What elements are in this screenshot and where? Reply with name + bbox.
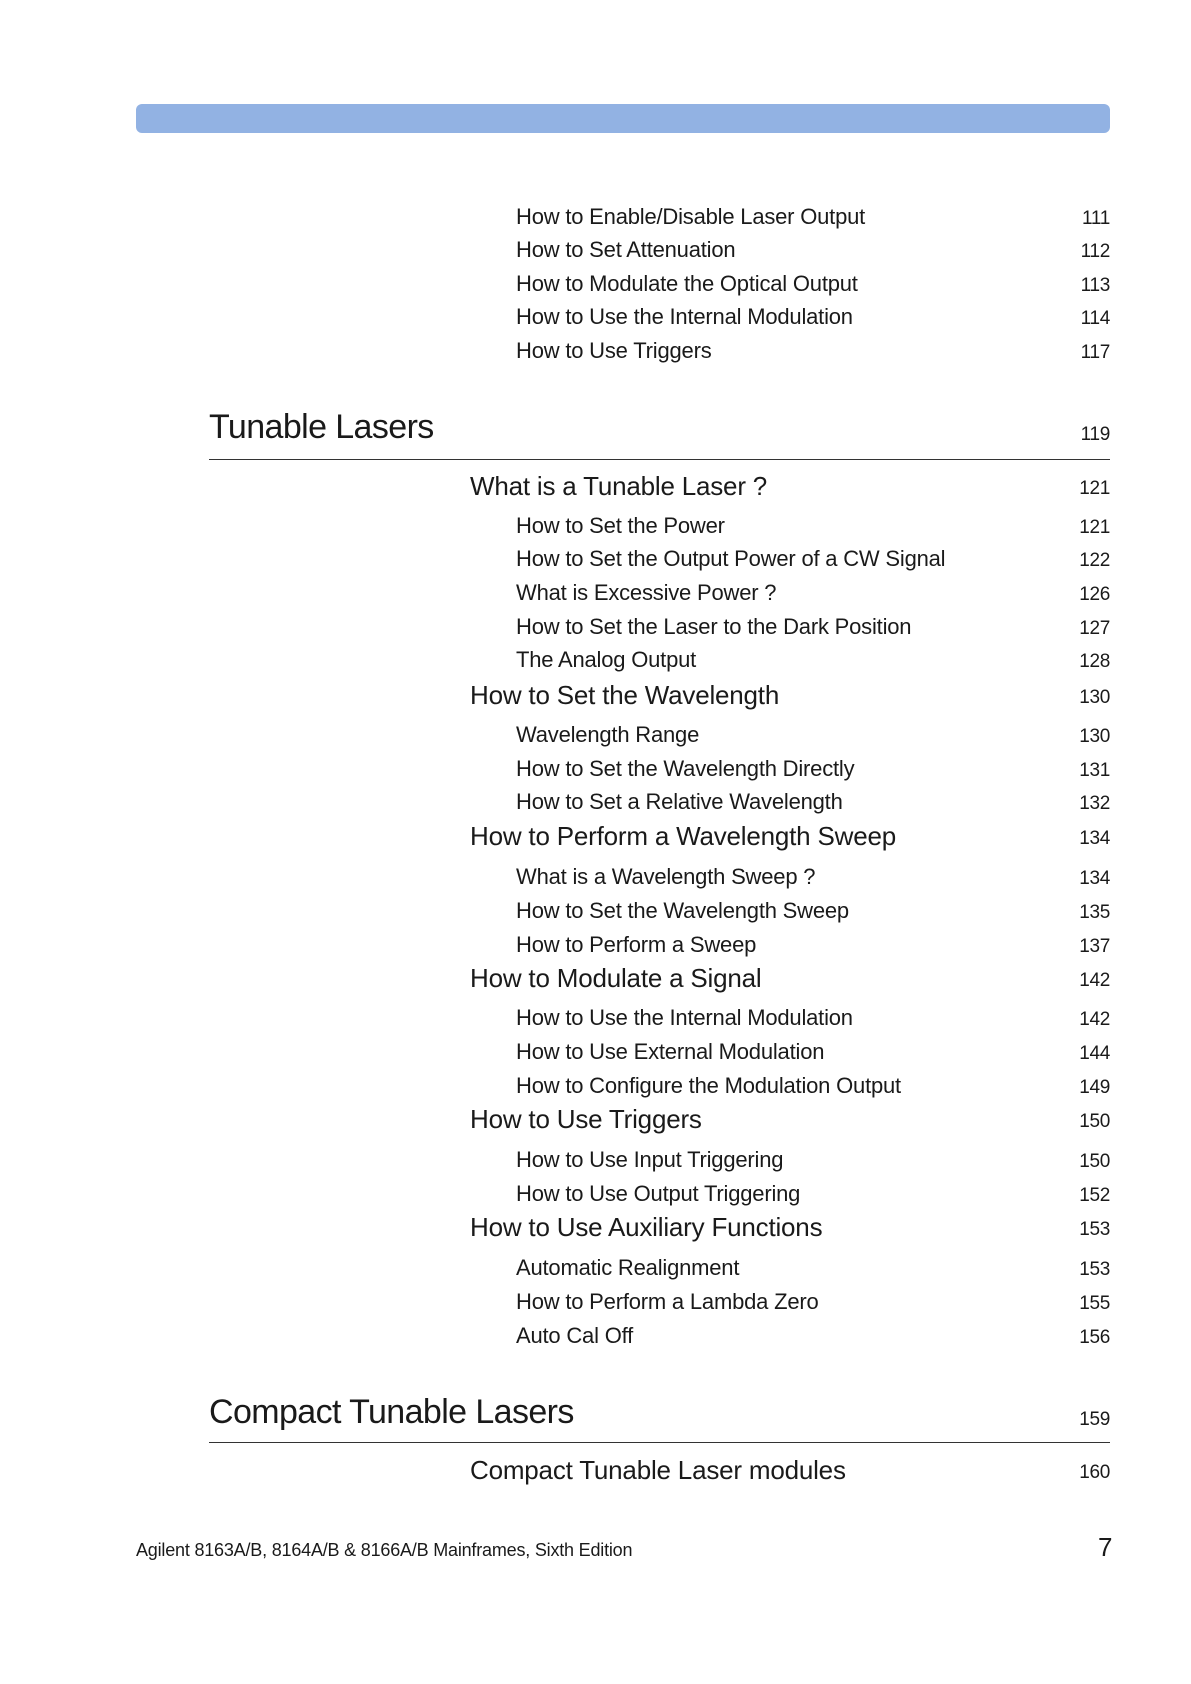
toc-entry[interactable] — [0, 271, 1110, 301]
chapter-divider — [209, 1442, 1110, 1443]
toc-entry-page: 150 — [1079, 1151, 1110, 1172]
toc-section[interactable] — [0, 680, 1110, 714]
toc-entry[interactable] — [0, 1039, 1110, 1069]
toc-entry-title: How to Use Output Triggering — [516, 1181, 801, 1206]
toc-entry-page: 132 — [1079, 793, 1110, 814]
toc-entry-page: 152 — [1079, 1185, 1110, 1206]
toc-entry[interactable] — [0, 1005, 1110, 1035]
toc-entry-title: How to Use Triggers — [516, 338, 712, 363]
toc-entry-page: 126 — [1079, 584, 1110, 605]
toc-section-page: 153 — [1079, 1219, 1110, 1240]
toc-entry[interactable] — [0, 756, 1110, 786]
toc-section[interactable] — [0, 1104, 1110, 1138]
toc-entry[interactable] — [0, 1255, 1110, 1285]
toc-entry-title: Automatic Realignment — [516, 1255, 740, 1280]
toc-entry-page: 121 — [1079, 517, 1110, 538]
toc-entry[interactable] — [0, 1181, 1110, 1211]
toc-entry-page: 128 — [1079, 651, 1110, 672]
toc-entry-page: 135 — [1079, 902, 1110, 923]
toc-section-title: How to Set the Wavelength — [470, 680, 780, 710]
toc-entry-page: 142 — [1079, 1009, 1110, 1030]
toc-section[interactable] — [0, 1212, 1110, 1246]
toc-section-title: How to Use Auxiliary Functions — [470, 1212, 823, 1242]
toc-entry-title: How to Perform a Lambda Zero — [516, 1289, 819, 1314]
footer-page-number: 7 — [1098, 1532, 1113, 1562]
toc-entry-title: How to Modulate the Optical Output — [516, 271, 858, 296]
toc-entry-title: The Analog Output — [516, 647, 697, 672]
toc-section[interactable] — [0, 963, 1110, 997]
toc-entry-title: How to Perform a Sweep — [516, 932, 757, 957]
toc-entry-title: How to Set the Wavelength Sweep — [516, 898, 849, 923]
toc-entry-title: Auto Cal Off — [516, 1323, 634, 1348]
toc-entry[interactable] — [0, 864, 1110, 894]
toc-entry-title: How to Set a Relative Wavelength — [516, 789, 843, 814]
toc-section[interactable] — [0, 1455, 1110, 1489]
toc-section[interactable] — [0, 821, 1110, 855]
toc-entry-title: How to Use Input Triggering — [516, 1147, 784, 1172]
toc-entry-title: How to Set the Wavelength Directly — [516, 756, 855, 781]
toc-entry-title: How to Use the Internal Modulation — [516, 304, 853, 329]
toc-section-page: 130 — [1079, 687, 1110, 708]
toc-section-title: Compact Tunable Laser modules — [470, 1455, 846, 1485]
toc-entry-title: How to Set Attenuation — [516, 237, 736, 262]
toc-section-title: What is a Tunable Laser ? — [470, 471, 768, 501]
toc-entry-page: 155 — [1079, 1293, 1110, 1314]
toc-entry-page: 117 — [1080, 342, 1110, 363]
toc-entry[interactable] — [0, 932, 1110, 962]
toc-section-title: How to Use Triggers — [470, 1104, 702, 1134]
toc-entry-title: How to Use External Modulation — [516, 1039, 825, 1064]
chapter-page: 159 — [1079, 1409, 1110, 1430]
toc-entry-title: Wavelength Range — [516, 722, 700, 747]
toc-entry[interactable] — [0, 237, 1110, 267]
toc-entry-page: 114 — [1080, 308, 1110, 329]
toc-entry-page: 149 — [1079, 1077, 1110, 1098]
toc-section[interactable] — [0, 471, 1110, 505]
chapter-page: 119 — [1080, 424, 1110, 445]
toc-entry[interactable] — [0, 546, 1110, 576]
toc-entry-page: 134 — [1079, 868, 1110, 889]
toc-entry-page: 122 — [1079, 550, 1110, 571]
toc-section-page: 150 — [1079, 1111, 1110, 1132]
footer-document-title: Agilent 8163A/B, 8164A/B & 8166A/B Mainframes, Sixth Edition — [136, 1540, 633, 1560]
toc-entry[interactable] — [0, 304, 1110, 334]
toc-entry[interactable] — [0, 338, 1110, 368]
toc-entry-page: 127 — [1079, 618, 1110, 639]
toc-section-title: How to Modulate a Signal — [470, 963, 762, 993]
chapter-title: Tunable Lasers — [209, 408, 434, 446]
toc-chapter-tunable-lasers[interactable] — [0, 408, 1110, 452]
toc-section-page: 142 — [1079, 970, 1110, 991]
header-bar — [136, 104, 1110, 133]
toc-entry-title: How to Use the Internal Modulation — [516, 1005, 853, 1030]
toc-entry[interactable] — [0, 898, 1110, 928]
toc-section-page: 121 — [1079, 478, 1110, 499]
toc-section-page: 134 — [1079, 828, 1110, 849]
toc-entry-page: 156 — [1079, 1327, 1110, 1348]
toc-entry-title: How to Set the Output Power of a CW Signal — [516, 546, 946, 571]
toc-entry[interactable] — [0, 1147, 1110, 1177]
toc-chapter-compact-tunable-lasers[interactable] — [0, 1393, 1110, 1437]
toc-entry[interactable] — [0, 647, 1110, 677]
toc-entry[interactable] — [0, 1323, 1110, 1353]
toc-entry[interactable] — [0, 513, 1110, 543]
toc-entry-page: 144 — [1079, 1043, 1110, 1064]
toc-entry[interactable] — [0, 789, 1110, 819]
chapter-divider — [209, 459, 1110, 460]
toc-entry-title: How to Enable/Disable Laser Output — [516, 204, 866, 229]
toc-section-title: How to Perform a Wavelength Sweep — [470, 821, 896, 851]
toc-entry-page: 113 — [1080, 275, 1110, 296]
toc-entry-page: 131 — [1079, 760, 1110, 781]
toc-entry[interactable] — [0, 614, 1110, 644]
toc-section-page: 160 — [1079, 1462, 1110, 1483]
toc-entry[interactable] — [0, 580, 1110, 610]
toc-entry-title: How to Set the Power — [516, 513, 725, 538]
toc-entry-title: How to Set the Laser to the Dark Position — [516, 614, 912, 639]
toc-entry-title: How to Configure the Modulation Output — [516, 1073, 901, 1098]
toc-entry[interactable] — [0, 1073, 1110, 1103]
toc-entry-title: What is Excessive Power ? — [516, 580, 777, 605]
toc-entry-page: 112 — [1080, 241, 1110, 262]
toc-entry-page: 130 — [1079, 726, 1110, 747]
chapter-title: Compact Tunable Lasers — [209, 1393, 574, 1431]
toc-entry-title: What is a Wavelength Sweep ? — [516, 864, 816, 889]
toc-entry-page: 111 — [1082, 208, 1110, 229]
toc-entry[interactable] — [0, 1289, 1110, 1319]
toc-entry[interactable] — [0, 204, 1110, 234]
toc-entry-page: 153 — [1079, 1259, 1110, 1280]
toc-entry[interactable] — [0, 722, 1110, 752]
toc-entry-page: 137 — [1079, 936, 1110, 957]
